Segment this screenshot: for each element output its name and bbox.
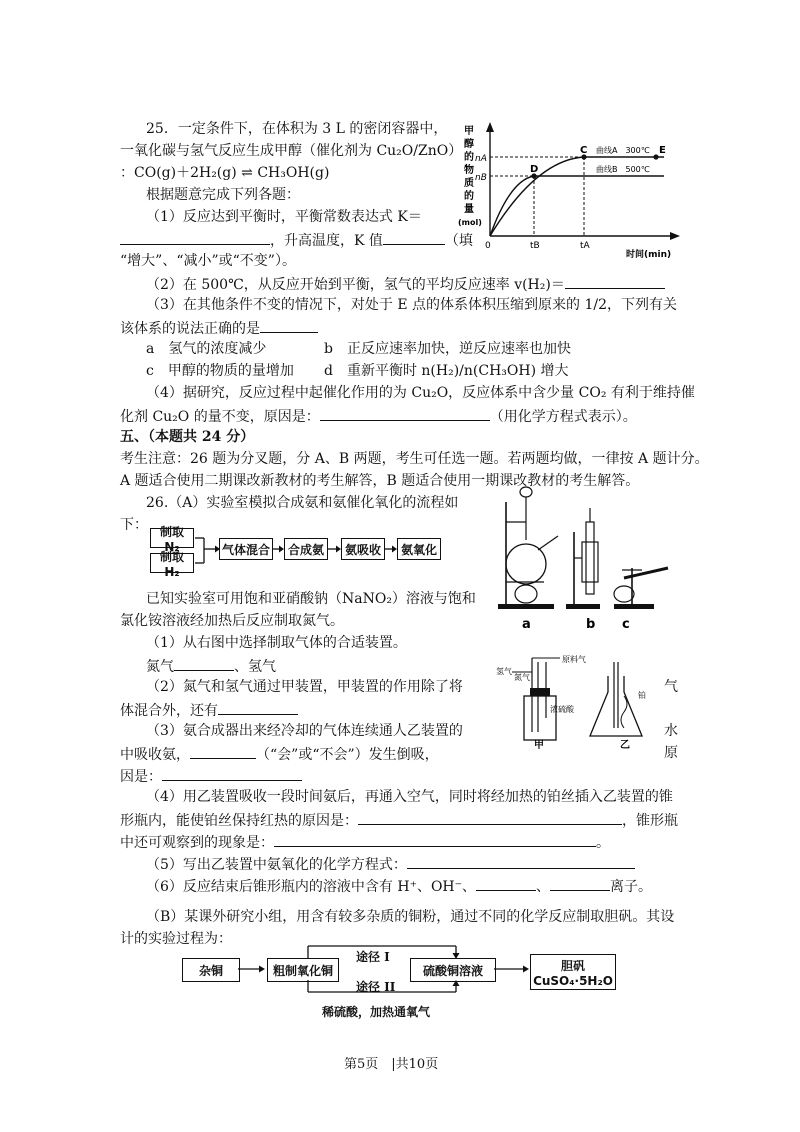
q26a-part3: （3）氨合成器出来经冷却的气体连续通人乙装置的 — [146, 723, 463, 739]
q26a-part3-tail: 水 — [664, 723, 678, 739]
q26a-part4: （4）用乙装置吸收一段时间氨后，再通入空气，同时将经加热的铂丝插入乙装置的锥 — [146, 789, 673, 805]
flow-box-n2: 制取 N₂ — [150, 528, 194, 548]
cu-flow-arrows — [230, 938, 540, 1002]
answer-blank — [320, 406, 490, 421]
q25-equation: ：CO(g)＋2H₂(g) ⇌ CH₃OH(g) — [120, 165, 330, 181]
cu-flow-box-product: 胆矾 CuSO₄·5H₂O — [530, 954, 616, 990]
q25-part1: （1）反应达到平衡时，平衡常数表达式 K＝ — [146, 209, 422, 225]
x-arrow — [670, 232, 680, 240]
svg-text:C: C — [580, 145, 588, 156]
apparatus-b-label: b — [586, 617, 596, 632]
q25-part1-hint: “增大”、“减小”或“不变”）。 — [120, 253, 296, 269]
q25-part3-cont: 该体系的说法正确的是 — [120, 318, 318, 338]
svg-text:浓硫酸: 浓硫酸 — [550, 705, 574, 714]
q26a-part1-ans: 氮气 、氢气 — [146, 656, 276, 676]
option-b: b 正反应速率加快，逆反应速率也加快 — [324, 341, 571, 357]
svg-text:D: D — [530, 164, 539, 175]
cu-flow-box-cuo: 粗制氧化铜 — [267, 958, 339, 982]
y-arrow — [486, 122, 494, 132]
answer-blank — [260, 318, 318, 333]
q26a-line3: 已知实验室可用饱和亚硝酸钠（NaNO₂）溶液与饱和 — [146, 591, 476, 607]
svg-text:0: 0 — [485, 241, 491, 251]
path-2-label: 途径 II — [356, 980, 396, 994]
nA-label: nA — [475, 154, 487, 164]
section-note-1: 考生注意：26 题为分叉题，分 A、B 两题，考生可任选一题。若两题均做，一律按 A 题计分。 — [120, 451, 709, 467]
path-1-label: 途径 I — [356, 950, 390, 964]
q26a-line4: 氯化铵溶液经加热后反应制取氮气。 — [120, 613, 344, 629]
q26a-line2: 下： — [120, 517, 148, 533]
apparatus-jia-yi — [492, 648, 664, 750]
q25-line1: 25．一定条件下，在体积为 3 L 的密闭容器中， — [146, 121, 448, 137]
answer-blank — [174, 656, 234, 671]
answer-blank — [190, 744, 256, 759]
answer-blank — [358, 810, 622, 825]
q26a-line1: 26.（A）实验室模拟合成氨和氨催化氧化的流程如 — [146, 495, 459, 511]
q26a-part1: （1）从右图中选择制取气体的合适装置。 — [146, 635, 407, 651]
svg-text:甲: 甲 — [534, 740, 544, 750]
svg-text:铂: 铂 — [638, 691, 646, 700]
q25-part4-cont: 化剂 Cu₂O 的量不变，原因是： （用化学方程式表示）。 — [120, 406, 637, 426]
answer-blank — [476, 876, 536, 891]
methanol-graph — [456, 118, 686, 268]
svg-text:乙: 乙 — [620, 740, 630, 750]
cu-flow-box-cuso4: 硫酸铜溶液 — [410, 958, 496, 982]
svg-text:量: 量 — [464, 204, 474, 215]
answer-blank — [120, 230, 270, 245]
answer-blank — [218, 700, 298, 715]
q25-part1-cont: ，升高温度，K 值 （填 — [120, 230, 473, 250]
q26b-line2: 计的实验过程为： — [120, 931, 232, 947]
svg-text:的: 的 — [464, 152, 474, 163]
apparatus-abc — [492, 482, 672, 632]
apparatus-c-label: c — [622, 617, 630, 632]
svg-text:物: 物 — [464, 165, 474, 176]
flow-box-mix: 气体混合 — [219, 538, 273, 560]
curve-a-label: 曲线A 300℃ — [596, 146, 650, 155]
q26a-part2-tail: 气 — [664, 679, 678, 695]
svg-text:(mol): (mol) — [458, 218, 482, 227]
q26a-part3-cont: 中吸收氨， （“会”或“不会”）发生倒吸， — [120, 744, 439, 764]
svg-text:E: E — [659, 145, 666, 156]
flow-box-absorb: 氨吸收 — [341, 538, 385, 560]
q26b-line1: （B）某课外研究小组，用含有较多杂质的铜粉，通过不同的化学反应制取胆矾。其设 — [146, 909, 675, 925]
section-note-2: A 题适合使用二期课改新教材的考生解答，B 题适合使用一期课改教材的考生解答。 — [120, 473, 640, 489]
q25-part3: （3）在其他条件不变的情况下，对处于 E 点的体系体积压缩到原来的 1/2，下列有关 — [146, 297, 678, 313]
answer-blank — [550, 876, 610, 891]
answer-blank — [565, 274, 665, 289]
q25-part2: （2）在 500℃，从反应开始到平衡，氢气的平均反应速率 v(H₂)＝ — [146, 274, 665, 294]
svg-text:tA: tA — [580, 241, 590, 251]
option-c: c 甲醇的物质的量增加 — [146, 363, 294, 379]
q26a-part3-tail2: 原 — [664, 745, 678, 761]
page-footer: 第5页 |共10页 — [344, 1057, 439, 1072]
svg-text:原料气: 原料气 — [562, 655, 586, 664]
svg-text:氢气: 氢气 — [496, 667, 512, 676]
q26a-part6: （6）反应结束后锥形瓶内的溶液中含有 H⁺、OH⁻、 、 离子。 — [146, 876, 652, 896]
x-axis-label: 时间(min) — [626, 250, 672, 260]
svg-text:tB: tB — [530, 241, 540, 251]
flow-box-oxid: 氨氧化 — [397, 538, 441, 560]
svg-text:氮气: 氮气 — [514, 673, 530, 682]
flow-box-h2: 制取 H₂ — [150, 553, 194, 573]
section-title: 五、（本题共 24 分） — [120, 429, 255, 445]
option-a: a 氢气的浓度减少 — [146, 341, 267, 357]
flow-arrows — [190, 525, 405, 575]
curve-b-label: 曲线B 500℃ — [596, 165, 650, 174]
apparatus-a-label: a — [522, 617, 531, 632]
nB-label: nB — [475, 173, 487, 183]
svg-text:醇: 醇 — [464, 139, 474, 150]
point-e — [653, 154, 658, 159]
q26a-part2: （2）氮气和氢气通过甲装置，甲装置的作用除了将 — [146, 679, 463, 695]
q26a-part4-obs: 中还可观察到的现象是： 。 — [120, 832, 610, 852]
option-d: d 重新平衡时 n(H₂)/n(CH₃OH) 增大 — [324, 363, 569, 379]
cu-flow-box-crude-copper: 杂铜 — [182, 958, 240, 982]
q26a-part2-cont: 体混合外，还有 — [120, 700, 298, 720]
flow-box-synth: 合成氨 — [284, 538, 328, 560]
condition-note: 稀硫酸，加热通氧气 — [322, 1005, 431, 1019]
q26a-part5: （5）写出乙装置中氨氧化的化学方程式： — [146, 854, 635, 874]
answer-blank — [383, 230, 445, 245]
q25-line2: 一氧化碳与氢气反应生成甲醇（催化剂为 Cu₂O/ZnO） — [120, 143, 463, 159]
svg-text:甲: 甲 — [464, 126, 474, 137]
answer-blank — [274, 832, 596, 847]
answer-blank — [162, 766, 302, 781]
svg-text:质: 质 — [464, 178, 474, 189]
q26a-part3-reason: 因是： — [120, 766, 302, 786]
answer-blank — [407, 854, 635, 869]
q25-instruction: 根据题意完成下列各题： — [146, 187, 300, 203]
svg-text:的: 的 — [464, 191, 474, 202]
curve-b — [490, 176, 664, 236]
q25-part4: （4）据研究，反应过程中起催化作用的为 Cu₂O，反应体系中含少量 CO₂ 有利于维持催 — [146, 385, 695, 401]
q26a-part4-cont: 形瓶内，能使铂丝保持红热的原因是： ，锥形瓶 — [120, 810, 678, 830]
